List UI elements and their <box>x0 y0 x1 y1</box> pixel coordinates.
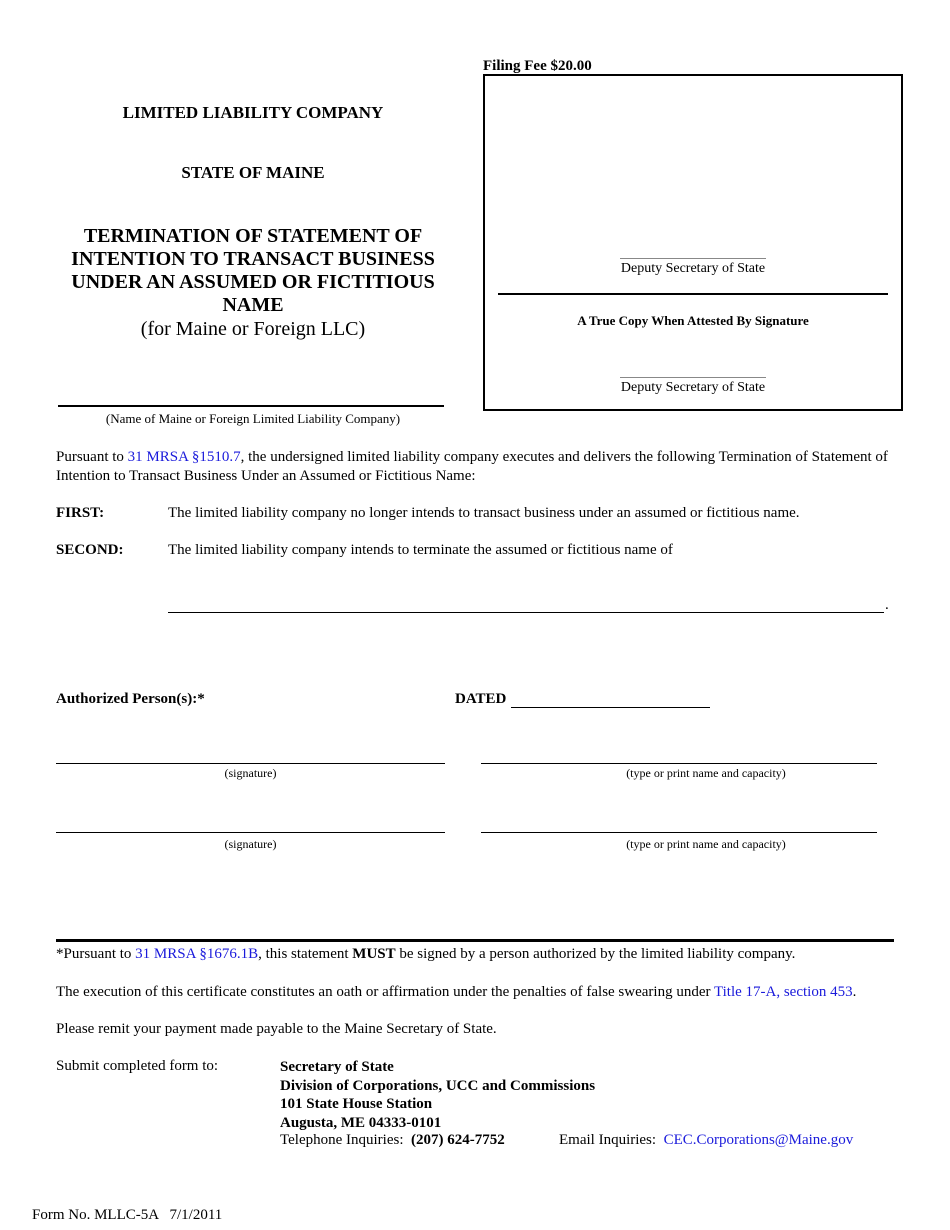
footnote-middle: , this statement <box>258 946 353 962</box>
form-title-line: TERMINATION OF STATEMENT OF <box>83 225 423 247</box>
filing-stamp-box <box>483 74 903 411</box>
footer-divider <box>56 939 894 942</box>
form-title-line: INTENTION TO TRANSACT BUSINESS <box>71 248 435 270</box>
address-line: Secretary of State <box>280 1059 394 1075</box>
phone-number: (207) 624-7752 <box>411 1132 505 1148</box>
filing-fee-label: Filing Fee $20.00 <box>483 58 592 74</box>
signature-caption-2: (signature) <box>224 837 277 851</box>
submit-address <box>280 1058 595 1132</box>
intro-paragraph <box>56 448 898 486</box>
signature-line-1[interactable] <box>56 763 445 764</box>
article-second-label: SECOND: <box>56 542 124 558</box>
company-type-heading: LIMITED LIABILITY COMPANY <box>122 103 384 122</box>
deputy-label-2: Deputy Secretary of State <box>620 380 766 395</box>
form-title-line: NAME <box>222 294 284 316</box>
name-capacity-caption-1: (type or print name and capacity) <box>626 766 786 780</box>
email-inquiries <box>559 1132 853 1149</box>
name-capacity-line-1[interactable] <box>481 763 877 764</box>
address-line: Augusta, ME 04333-0101 <box>280 1114 442 1131</box>
deputy-signature-line-2 <box>620 377 766 378</box>
authorized-persons-label: Authorized Person(s):* <box>56 691 205 707</box>
form-title-line: UNDER AN ASSUMED OR FICTITIOUS <box>71 271 435 293</box>
footnote <box>56 946 898 963</box>
dated-label: DATED <box>455 691 507 707</box>
true-copy-label: A True Copy When Attested By Signature <box>577 313 809 328</box>
assumed-name-period: . <box>885 597 889 613</box>
state-heading: STATE OF MAINE <box>181 163 325 182</box>
footnote-prefix: *Pursuant to <box>56 946 136 962</box>
deputy-signature-line-1 <box>620 258 766 259</box>
payment-note: Please remit your payment made payable to the Maine Secretary of State. <box>56 1021 497 1037</box>
article-first-text: The limited liability company no longer intends to transact business under an assumed or fictitious name. <box>168 505 800 521</box>
form-subtitle: (for Maine or Foreign LLC) <box>140 318 366 340</box>
phone-label: Telephone Inquiries: <box>280 1132 404 1148</box>
statute-link-1510[interactable]: 31 MRSA §1510.7 <box>127 449 241 465</box>
form-title <box>58 225 448 342</box>
intro-prefix: Pursuant to <box>56 449 128 465</box>
dated-line[interactable] <box>511 707 710 708</box>
name-capacity-line-2[interactable] <box>481 832 877 833</box>
phone-inquiries <box>280 1132 505 1149</box>
name-capacity-caption-2: (type or print name and capacity) <box>626 837 786 851</box>
company-name-line[interactable] <box>58 405 444 407</box>
article-first-label: FIRST: <box>56 505 105 521</box>
signature-line-2[interactable] <box>56 832 445 833</box>
footnote-must: MUST <box>352 946 396 962</box>
email-label: Email Inquiries: <box>559 1132 657 1148</box>
company-name-caption: (Name of Maine or Foreign Limited Liability Company) <box>105 411 401 426</box>
intro-suffix: , the undersigned limited liability company executes and delivers the following Termination of Statement of Intention to Transact Business Under an Assumed or Fictitious Name: <box>56 449 888 484</box>
oath-text: The execution of this certificate constitutes an oath or affirmation under the penalties of false swearing under <box>56 984 714 1000</box>
article-second-text: The limited liability company intends to terminate the assumed or fictitious name of <box>168 542 673 558</box>
form-number: Form No. MLLC-5A 7/1/2011 <box>32 1207 223 1223</box>
address-line: Division of Corporations, UCC and Commissions <box>280 1077 596 1094</box>
deputy-label-1: Deputy Secretary of State <box>620 261 766 276</box>
submit-label: Submit completed form to: <box>56 1058 219 1074</box>
signature-caption-1: (signature) <box>224 766 277 780</box>
title-17a-link[interactable]: Title 17-A, section 453 <box>713 984 853 1000</box>
statute-link-1676[interactable]: 31 MRSA §1676.1B <box>135 946 259 962</box>
email-link[interactable]: CEC.Corporations@Maine.gov <box>663 1132 854 1148</box>
box-divider <box>498 293 888 295</box>
oath-statement <box>56 984 916 1001</box>
oath-end: . <box>852 984 857 1000</box>
address-line: 101 State House Station <box>280 1096 433 1112</box>
assumed-name-line[interactable] <box>168 612 884 613</box>
footnote-suffix: be signed by a person authorized by the limited liability company. <box>395 946 796 962</box>
